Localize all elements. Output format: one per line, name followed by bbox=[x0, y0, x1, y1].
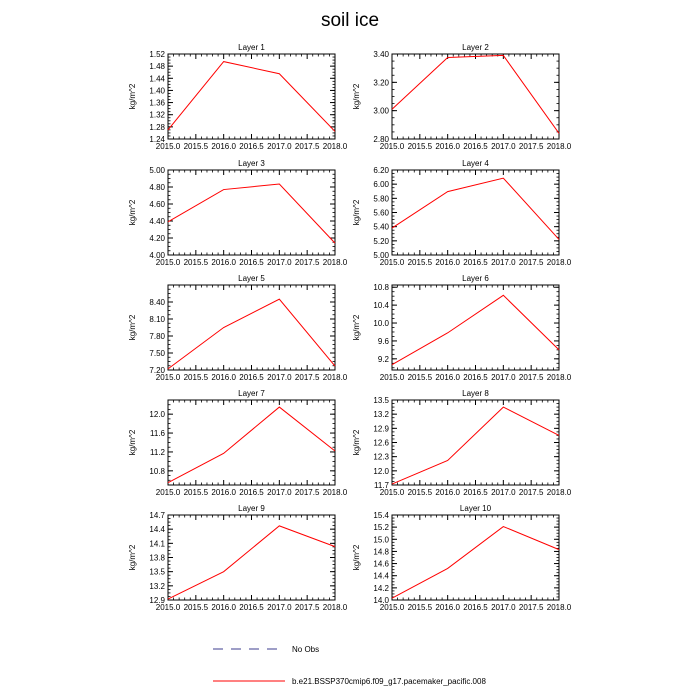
layer-6-ytick-label: 10.4 bbox=[373, 301, 389, 311]
layer-8-xtick-label: 2017.0 bbox=[491, 488, 516, 497]
layer-9-series-line bbox=[168, 526, 335, 599]
layer-10-xtick-label: 2015.5 bbox=[407, 603, 433, 612]
layer-9-panel bbox=[128, 504, 348, 612]
layer-5-xtick-label: 2016.0 bbox=[211, 373, 236, 382]
layer-9-xtick-label: 2016.0 bbox=[211, 603, 236, 612]
layer-7-xtick-label: 2017.0 bbox=[267, 488, 292, 497]
layer-10-ytick-label: 15.2 bbox=[373, 523, 389, 533]
layer-8-ytick-label: 12.6 bbox=[373, 438, 389, 448]
layer-2-title: Layer 2 bbox=[462, 43, 489, 52]
layer-4-ytick-label: 6.20 bbox=[373, 166, 389, 175]
layer-9-xtick-label: 2017.5 bbox=[294, 603, 320, 612]
layer-7-xtick-label: 2017.5 bbox=[294, 488, 320, 497]
layer-5-ytick-label: 7.80 bbox=[149, 332, 165, 341]
layer-3-ytick-label: 4.00 bbox=[149, 251, 165, 260]
layer-5-title: Layer 5 bbox=[238, 274, 265, 283]
layer-8-frame bbox=[392, 400, 559, 485]
layer-4-ytick-label: 5.60 bbox=[373, 208, 389, 218]
layer-4-xtick-label: 2018.0 bbox=[546, 258, 572, 267]
layer-1-title: Layer 1 bbox=[238, 43, 265, 52]
layer-2-ytick-label: 3.20 bbox=[373, 78, 389, 88]
layer-3-panel bbox=[128, 159, 348, 267]
layer-10-xtick-label: 2016.5 bbox=[463, 603, 488, 612]
layer-10-xtick-label: 2015.0 bbox=[379, 603, 405, 612]
layer-10-ytick-label: 15.0 bbox=[373, 535, 389, 545]
layer-7-xtick-label: 2015.5 bbox=[183, 488, 209, 497]
layer-1-ytick-label: 1.40 bbox=[149, 86, 165, 96]
layer-7-xtick-label: 2016.5 bbox=[239, 488, 264, 497]
layer-2-ytick-label: 3.00 bbox=[373, 106, 389, 116]
layer-10-ytick-label: 15.4 bbox=[373, 511, 389, 520]
layer-3-ytick-label: 4.60 bbox=[149, 200, 165, 209]
layer-5-xtick-label: 2015.5 bbox=[183, 373, 209, 382]
layer-2-xtick-label: 2017.5 bbox=[518, 142, 544, 151]
layer-5-frame bbox=[168, 285, 335, 370]
layer-3-ytick-label: 4.20 bbox=[149, 234, 165, 243]
layer-1-frame bbox=[168, 54, 335, 139]
layer-5-xtick-label: 2015.0 bbox=[155, 373, 181, 382]
layer-3-xtick-label: 2017.5 bbox=[294, 258, 320, 267]
layer-3-frame bbox=[168, 170, 335, 255]
layer-8-xtick-label: 2017.5 bbox=[518, 488, 544, 497]
layer-8-ytick-label: 12.3 bbox=[373, 452, 389, 462]
layer-1-xtick-label: 2017.5 bbox=[294, 142, 320, 151]
layer-2-ytick-label: 3.40 bbox=[373, 50, 389, 59]
layer-7-series-line bbox=[168, 407, 335, 483]
layer-7-ytick-label: 11.2 bbox=[150, 447, 165, 457]
layer-2-frame bbox=[392, 54, 559, 139]
layer-5-xtick-label: 2018.0 bbox=[322, 373, 348, 382]
layer-10-ytick-label: 14.8 bbox=[373, 547, 389, 557]
layer-5-ytick-label: 8.40 bbox=[149, 298, 165, 307]
layer-1-ytick-label: 1.28 bbox=[149, 122, 165, 132]
layer-2-panel bbox=[352, 43, 572, 151]
layer-5-xtick-label: 2016.5 bbox=[239, 373, 264, 382]
layer-5-series-line bbox=[168, 299, 335, 369]
layer-7-xtick-label: 2015.0 bbox=[155, 488, 181, 497]
layer-4-ytick-label: 5.00 bbox=[373, 251, 389, 260]
layer-3-series-line bbox=[168, 184, 335, 243]
layer-9-ytick-label: 14.1 bbox=[149, 539, 165, 549]
layer-3-xtick-label: 2017.0 bbox=[267, 258, 292, 267]
layer-1-ytick-label: 1.36 bbox=[149, 98, 165, 108]
layer-4-ytick-label: 5.80 bbox=[373, 194, 389, 204]
layer-8-ylabel: kg/m^2 bbox=[352, 429, 361, 456]
layer-10-ytick-label: 14.4 bbox=[373, 571, 389, 581]
layer-10-xtick-label: 2017.5 bbox=[518, 603, 544, 612]
layer-4-xtick-label: 2017.0 bbox=[491, 258, 516, 267]
layer-4-xtick-label: 2017.5 bbox=[518, 258, 544, 267]
layer-1-xtick-label: 2016.0 bbox=[211, 142, 236, 151]
layer-2-ytick-label: 2.80 bbox=[373, 135, 389, 144]
layer-1-xtick-label: 2018.0 bbox=[322, 142, 348, 151]
layer-1-xtick-label: 2016.5 bbox=[239, 142, 264, 151]
layer-8-xtick-label: 2016.0 bbox=[435, 488, 460, 497]
layer-3-title: Layer 3 bbox=[238, 159, 265, 168]
layer-8-xtick-label: 2016.5 bbox=[463, 488, 488, 497]
layer-6-title: Layer 6 bbox=[462, 274, 489, 283]
layer-4-xtick-label: 2015.0 bbox=[379, 258, 405, 267]
layer-10-title: Layer 10 bbox=[459, 504, 492, 513]
layer-2-xtick-label: 2015.0 bbox=[379, 142, 405, 151]
layer-9-xtick-label: 2016.5 bbox=[239, 603, 264, 612]
layer-4-title: Layer 4 bbox=[462, 159, 489, 168]
layer-3-ylabel: kg/m^2 bbox=[128, 199, 137, 226]
layer-1-ytick-label: 1.32 bbox=[149, 110, 165, 120]
layer-1-xtick-label: 2015.0 bbox=[155, 142, 181, 151]
layer-2-xtick-label: 2015.5 bbox=[407, 142, 433, 151]
layer-8-ytick-label: 12.9 bbox=[373, 424, 389, 434]
legend-label-model: b.e21.BSSP370cmip6.f09_g17.pacemaker_pacific.008 bbox=[292, 677, 486, 686]
layer-6-ylabel: kg/m^2 bbox=[352, 314, 361, 341]
layer-7-ylabel: kg/m^2 bbox=[128, 429, 137, 456]
layer-6-ytick-label: 10.0 bbox=[373, 319, 389, 329]
layer-8-ytick-label: 12.0 bbox=[373, 466, 389, 476]
layer-3-ytick-label: 4.80 bbox=[149, 183, 165, 192]
layer-5-ytick-label: 8.10 bbox=[149, 315, 165, 324]
layer-7-xtick-label: 2016.0 bbox=[211, 488, 236, 497]
layer-6-frame bbox=[392, 285, 559, 370]
layer-3-xtick-label: 2015.0 bbox=[155, 258, 181, 267]
layer-6-xtick-label: 2018.0 bbox=[546, 373, 572, 382]
layer-9-ytick-label: 14.7 bbox=[149, 511, 165, 520]
layer-6-xtick-label: 2015.0 bbox=[379, 373, 405, 382]
layer-9-ytick-label: 12.9 bbox=[149, 596, 165, 605]
layer-6-ytick-label: 10.8 bbox=[373, 283, 389, 293]
layer-3-xtick-label: 2016.0 bbox=[211, 258, 236, 267]
layer-6-xtick-label: 2017.0 bbox=[491, 373, 516, 382]
layer-7-frame bbox=[168, 400, 335, 485]
layer-6-xtick-label: 2017.5 bbox=[518, 373, 544, 382]
layer-5-xtick-label: 2017.5 bbox=[294, 373, 320, 382]
layer-1-ytick-label: 1.44 bbox=[149, 74, 165, 84]
layer-3-ytick-label: 5.00 bbox=[149, 166, 165, 175]
layer-7-title: Layer 7 bbox=[238, 389, 265, 398]
layer-8-xtick-label: 2015.0 bbox=[379, 488, 405, 497]
layer-6-xtick-label: 2016.0 bbox=[435, 373, 460, 382]
layer-10-ytick-label: 14.2 bbox=[373, 583, 389, 593]
layer-7-panel bbox=[128, 389, 348, 497]
layer-1-panel bbox=[128, 43, 348, 151]
layer-2-xtick-label: 2016.5 bbox=[463, 142, 488, 151]
layer-1-ytick-label: 1.48 bbox=[149, 62, 165, 72]
layer-4-xtick-label: 2016.5 bbox=[463, 258, 488, 267]
layer-10-xtick-label: 2018.0 bbox=[546, 603, 572, 612]
layer-9-ytick-label: 13.5 bbox=[149, 567, 165, 577]
layer-10-ytick-label: 14.0 bbox=[373, 596, 389, 605]
layer-2-ylabel: kg/m^2 bbox=[352, 83, 361, 110]
layer-7-ytick-label: 12.0 bbox=[149, 410, 165, 420]
layer-8-panel bbox=[352, 389, 572, 497]
layer-8-series-line bbox=[392, 407, 559, 484]
layer-8-title: Layer 8 bbox=[462, 389, 489, 398]
layer-10-series-line bbox=[392, 527, 559, 599]
layer-8-xtick-label: 2018.0 bbox=[546, 488, 572, 497]
layer-6-xtick-label: 2015.5 bbox=[407, 373, 433, 382]
layer-4-ytick-label: 6.00 bbox=[373, 180, 389, 190]
layer-8-xtick-label: 2015.5 bbox=[407, 488, 433, 497]
layer-7-ytick-label: 11.6 bbox=[150, 429, 165, 439]
layer-1-series-line bbox=[168, 62, 335, 132]
layer-6-ytick-label: 9.6 bbox=[377, 336, 389, 346]
layer-5-ylabel: kg/m^2 bbox=[128, 314, 137, 341]
layer-1-ytick-label: 1.24 bbox=[149, 135, 165, 144]
chart-main-title: soil ice bbox=[320, 10, 380, 31]
layer-9-ytick-label: 13.2 bbox=[149, 581, 165, 591]
layer-6-panel bbox=[352, 274, 572, 382]
layer-9-title: Layer 9 bbox=[238, 504, 265, 513]
layer-4-xtick-label: 2016.0 bbox=[435, 258, 460, 267]
layer-7-xtick-label: 2018.0 bbox=[322, 488, 348, 497]
layer-10-ytick-label: 14.6 bbox=[373, 559, 389, 569]
layer-4-ytick-label: 5.40 bbox=[373, 222, 389, 232]
layer-2-series-line bbox=[392, 55, 559, 133]
layer-5-panel bbox=[128, 274, 348, 382]
layer-2-xtick-label: 2017.0 bbox=[491, 142, 516, 151]
layer-5-xtick-label: 2017.0 bbox=[267, 373, 292, 382]
layer-10-panel bbox=[352, 504, 572, 612]
layer-9-ytick-label: 14.4 bbox=[149, 525, 165, 535]
layer-1-ylabel: kg/m^2 bbox=[128, 83, 137, 110]
layer-10-xtick-label: 2017.0 bbox=[491, 603, 516, 612]
layer-7-ytick-label: 10.8 bbox=[149, 466, 165, 476]
layer-4-xtick-label: 2015.5 bbox=[407, 258, 433, 267]
layer-8-ytick-label: 11.7 bbox=[374, 481, 389, 490]
layer-10-frame bbox=[392, 515, 559, 600]
layer-1-xtick-label: 2017.0 bbox=[267, 142, 292, 151]
layer-1-xtick-label: 2015.5 bbox=[183, 142, 209, 151]
layer-3-xtick-label: 2015.5 bbox=[183, 258, 209, 267]
layer-10-xtick-label: 2016.0 bbox=[435, 603, 460, 612]
layer-9-ytick-label: 13.8 bbox=[149, 553, 165, 563]
layer-10-ylabel: kg/m^2 bbox=[352, 544, 361, 571]
layer-3-xtick-label: 2016.5 bbox=[239, 258, 264, 267]
layer-9-ylabel: kg/m^2 bbox=[128, 544, 137, 571]
layer-2-xtick-label: 2016.0 bbox=[435, 142, 460, 151]
layer-5-ytick-label: 7.50 bbox=[149, 349, 165, 358]
layer-9-xtick-label: 2018.0 bbox=[322, 603, 348, 612]
layer-8-ytick-label: 13.2 bbox=[373, 410, 389, 420]
layer-1-ytick-label: 1.52 bbox=[149, 50, 165, 59]
layer-9-xtick-label: 2015.0 bbox=[155, 603, 181, 612]
layer-2-xtick-label: 2018.0 bbox=[546, 142, 572, 151]
layer-4-ytick-label: 5.20 bbox=[373, 236, 389, 246]
layer-4-ylabel: kg/m^2 bbox=[352, 199, 361, 226]
layer-4-series-line bbox=[392, 178, 559, 239]
layer-3-ytick-label: 4.40 bbox=[149, 217, 165, 226]
layer-4-panel bbox=[352, 159, 572, 267]
layer-6-xtick-label: 2016.5 bbox=[463, 373, 488, 382]
layer-6-ytick-label: 9.2 bbox=[377, 354, 389, 364]
layer-6-series-line bbox=[392, 295, 559, 364]
layer-9-xtick-label: 2015.5 bbox=[183, 603, 209, 612]
layer-8-ytick-label: 13.5 bbox=[373, 396, 389, 405]
layer-5-ytick-label: 7.20 bbox=[149, 366, 165, 375]
layer-3-xtick-label: 2018.0 bbox=[322, 258, 348, 267]
legend-label-no-obs: No Obs bbox=[292, 645, 320, 654]
layer-9-xtick-label: 2017.0 bbox=[267, 603, 292, 612]
